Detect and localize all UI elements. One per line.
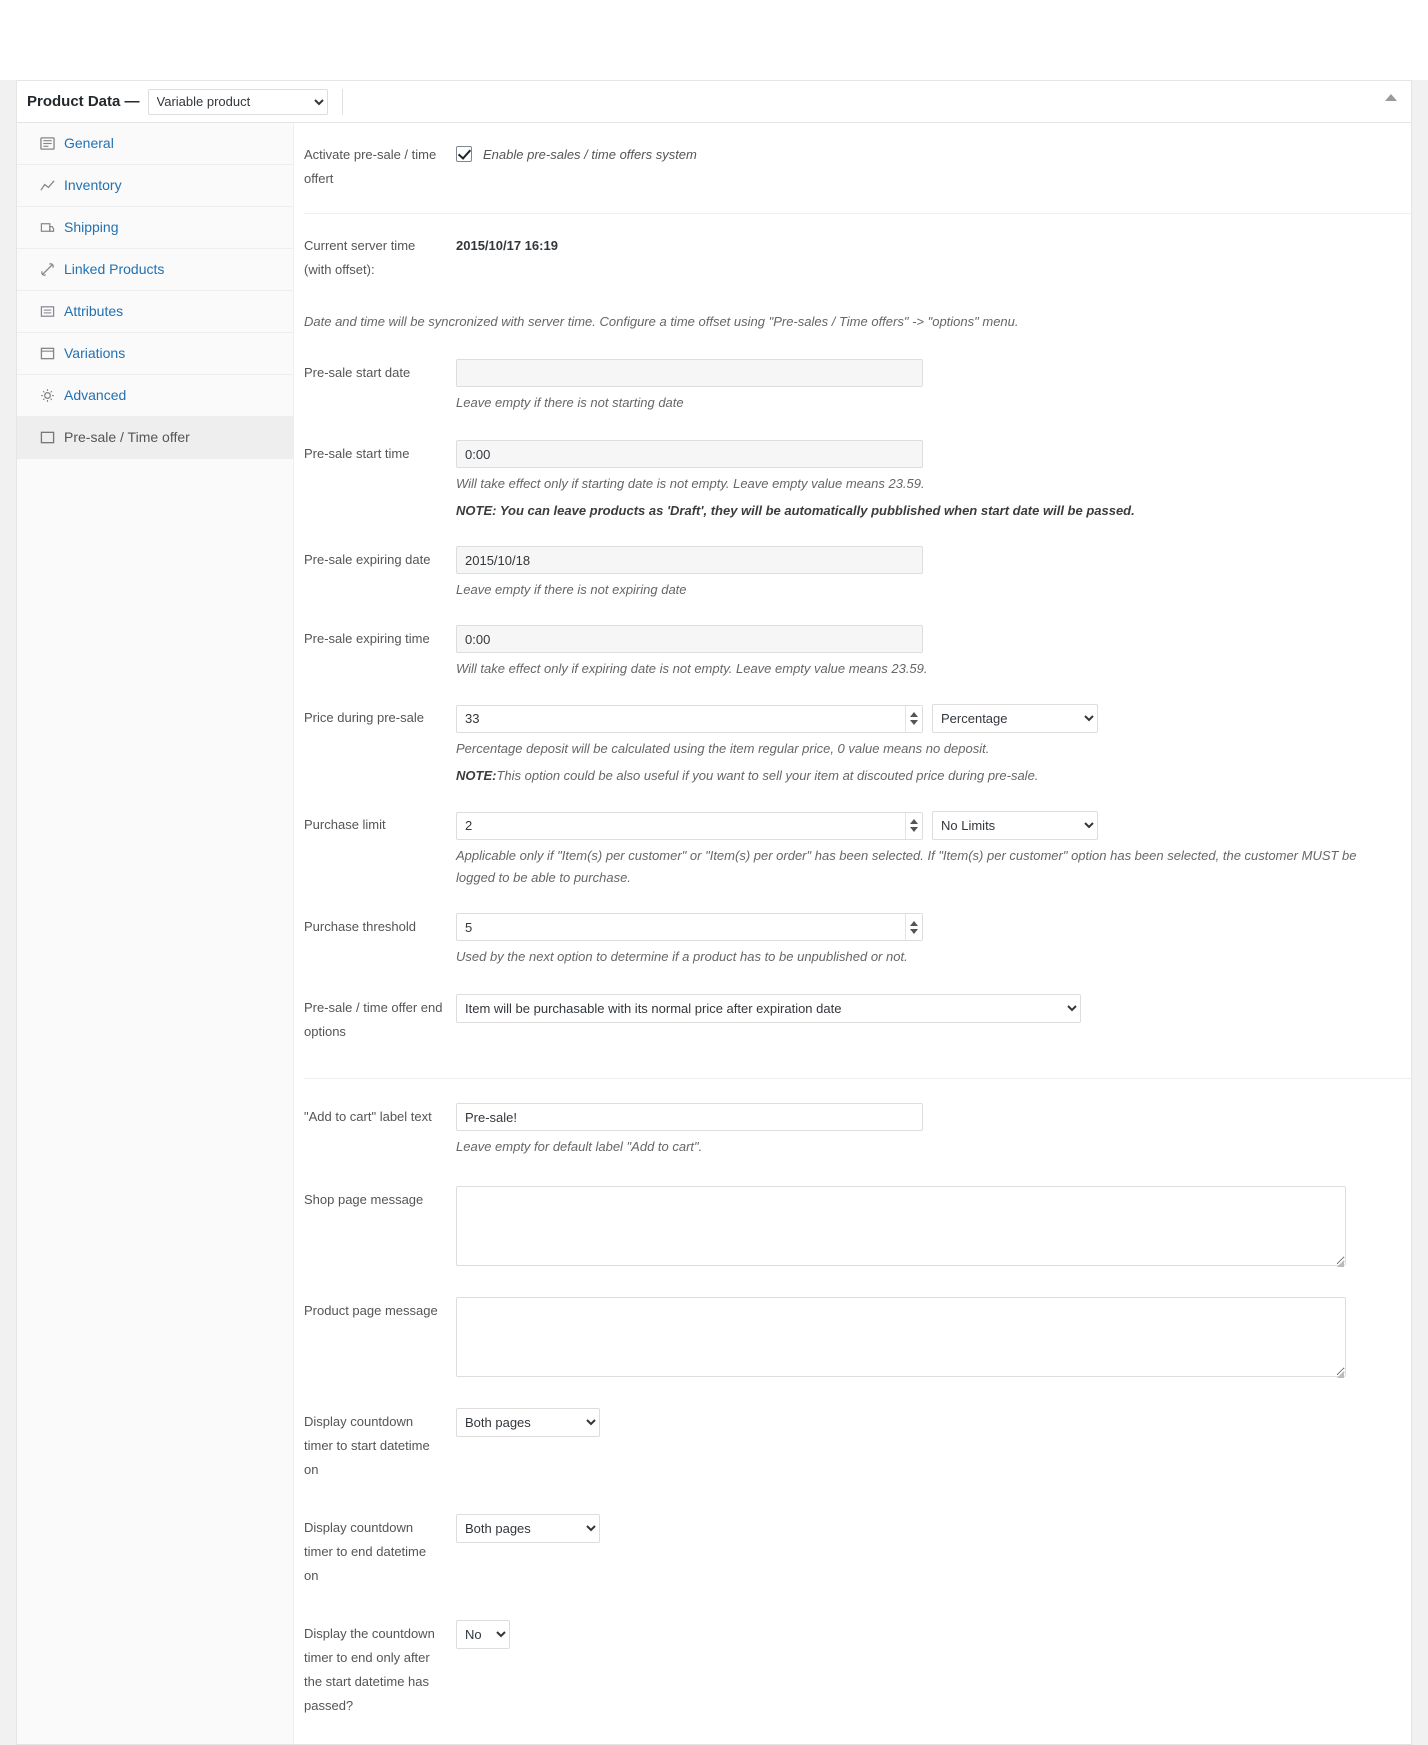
purchase-limit-input[interactable] [456, 812, 923, 840]
field-price-during-presale [304, 694, 1411, 793]
enable-presale-label: Enable pre-sales / time offers system [483, 146, 697, 162]
field-desc: Leave empty for default label "Add to cart". [456, 1139, 703, 1154]
countdown-end-select[interactable] [456, 1514, 600, 1543]
countdown-start-select[interactable] [456, 1408, 600, 1437]
field-label: Pre-sale expiring date [304, 552, 431, 567]
field-presale-end-options [304, 984, 1411, 1068]
tab-attributes[interactable] [17, 291, 293, 333]
field-presale-expiring-date [304, 536, 1411, 607]
presale-start-time-input[interactable] [456, 440, 923, 468]
purchase-limit-type-select[interactable] [932, 811, 1098, 840]
field-presale-expiring-time [304, 615, 1411, 686]
field-label: Activate pre-sale / time offert [304, 147, 437, 186]
field-desc: Will take effect only if starting date is not empty. Leave empty value means 23.59. [456, 476, 925, 491]
field-desc: Leave empty if there is not starting date [456, 395, 684, 410]
field-label: Pre-sale start time [304, 446, 410, 461]
countdown-after-start-select[interactable] [456, 1620, 510, 1649]
field-desc: Used by the next option to determine if a product has to be unpublished or not. [456, 949, 908, 964]
purchase-threshold-stepper [456, 913, 923, 941]
product-page-message-wrap [456, 1297, 1346, 1380]
spinner-icon[interactable] [905, 706, 922, 732]
price-during-presale-stepper [456, 705, 923, 733]
variations-icon [39, 346, 55, 362]
field-purchase-threshold [304, 903, 1411, 974]
advanced-icon [39, 388, 55, 404]
resize-handle-icon[interactable] [1337, 1371, 1344, 1378]
inventory-icon [39, 178, 55, 194]
panel-body [17, 123, 1411, 1744]
header-divider [342, 89, 343, 115]
field-shop-page-message [304, 1176, 1411, 1275]
tab-label: Pre-sale / Time offer [64, 429, 190, 445]
field-desc: Leave empty if there is not expiring date [456, 582, 687, 597]
presale-start-date-input[interactable] [456, 359, 923, 387]
tab-label: General [64, 135, 114, 151]
product-data-tabs [17, 123, 294, 1744]
tab-inventory[interactable] [17, 165, 293, 207]
price-during-presale-input[interactable] [456, 705, 923, 733]
purchase-limit-stepper [456, 812, 923, 840]
field-label: Shop page message [304, 1192, 424, 1207]
link-icon [39, 262, 55, 278]
field-add-to-cart-label [304, 1093, 1411, 1164]
general-icon [39, 136, 55, 152]
field-activate-presale [304, 123, 1411, 203]
field-countdown-start [304, 1398, 1411, 1494]
field-desc: Applicable only if "Item(s) per customer" or "Item(s) per order" has been selected. If "Item(s) per customer" option has been selected, the customer MUST be logged to be able to purchase. [456, 848, 1357, 885]
page-title: Product Data — [27, 93, 140, 110]
field-label: Current server time (with offset): [304, 238, 416, 277]
field-label: Price during pre-sale [304, 710, 424, 725]
field-product-page-message [304, 1287, 1411, 1386]
tab-label: Linked Products [64, 261, 165, 277]
field-label: Pre-sale start date [304, 365, 411, 380]
server-time-value: 2015/10/17 16:19 [456, 238, 558, 253]
tab-label: Shipping [64, 219, 119, 235]
tab-linked-products[interactable] [17, 249, 293, 291]
price-during-presale-type-select[interactable] [932, 704, 1098, 733]
purchase-threshold-input[interactable] [456, 913, 923, 941]
spinner-icon[interactable] [905, 914, 922, 940]
field-label: Purchase limit [304, 817, 386, 832]
field-label: "Add to cart" label text [304, 1109, 432, 1124]
product-type-select[interactable] [148, 89, 328, 115]
shop-page-message-wrap [456, 1186, 1346, 1269]
collapse-panel-icon[interactable] [1385, 94, 1397, 101]
tab-general[interactable] [17, 123, 293, 165]
field-note: NOTE:This option could be also useful if you want to sell your item at discouted price during pre-sale. [456, 768, 1039, 783]
presale-end-options-select[interactable] [456, 994, 1081, 1023]
tab-label: Variations [64, 345, 126, 361]
tab-advanced[interactable] [17, 375, 293, 417]
shipping-icon [39, 220, 55, 236]
add-to-cart-label-input[interactable] [456, 1103, 923, 1131]
field-label: Display the countdown timer to end only after the start datetime has passed? [304, 1626, 435, 1713]
field-purchase-limit [304, 801, 1411, 895]
server-time-desc: Date and time will be syncronized with server time. Configure a time offset using "Pre-sales / Time offers" -> "options" menu. [304, 314, 1019, 329]
resize-handle-icon[interactable] [1337, 1260, 1344, 1267]
presale-icon [39, 430, 55, 446]
shop-page-message-textarea[interactable] [456, 1186, 1346, 1266]
field-label: Purchase threshold [304, 919, 417, 934]
tab-label: Attributes [64, 303, 124, 319]
presale-fields-panel [294, 123, 1411, 1744]
field-label: Display countdown timer to start datetime on [304, 1414, 430, 1477]
field-label: Display countdown timer to end datetime on [304, 1520, 427, 1583]
tab-shipping[interactable] [17, 207, 293, 249]
field-note: NOTE: You can leave products as 'Draft', they will be automatically pubblished when start date will be passed. [456, 503, 1135, 518]
page-top-whitespace [0, 0, 1428, 80]
tab-label: Inventory [64, 177, 122, 193]
enable-presale-checkbox[interactable] [456, 146, 472, 162]
section-divider-2 [304, 1078, 1411, 1079]
field-label: Pre-sale expiring time [304, 631, 430, 646]
field-desc: Will take effect only if expiring date is not empty. Leave empty value means 23.59. [456, 661, 928, 676]
tab-label: Advanced [64, 387, 127, 403]
field-label: Pre-sale / time offer end options [304, 1000, 443, 1039]
tab-variations[interactable] [17, 333, 293, 375]
panel-header [17, 81, 1411, 123]
field-presale-start-date [304, 349, 1411, 420]
field-countdown-after-start [304, 1610, 1411, 1744]
attributes-icon [39, 304, 55, 320]
product-data-panel [16, 80, 1412, 1745]
product-page-message-textarea[interactable] [456, 1297, 1346, 1377]
field-presale-start-time [304, 430, 1411, 528]
spinner-icon[interactable] [905, 813, 922, 839]
tab-presale-time-offer[interactable] [17, 417, 293, 459]
field-countdown-end [304, 1504, 1411, 1600]
field-server-time [304, 214, 1411, 294]
presale-expiring-date-input[interactable] [456, 546, 923, 574]
field-desc: Percentage deposit will be calculated using the item regular price, 0 value means no deposit. [456, 741, 990, 756]
presale-expiring-time-input[interactable] [456, 625, 923, 653]
field-label: Product page message [304, 1303, 438, 1318]
